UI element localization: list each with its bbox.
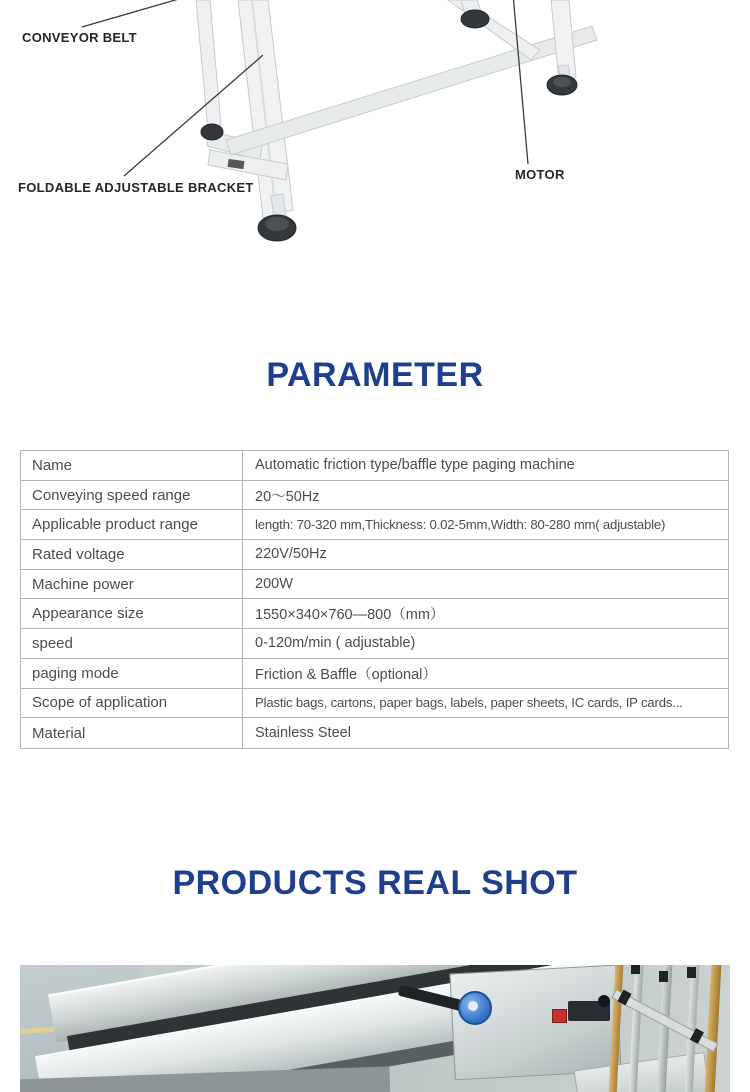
photo-roller-hub xyxy=(468,1001,478,1011)
photo-clamp xyxy=(659,971,668,982)
spec-label: Machine power xyxy=(21,570,243,599)
spec-value: Friction & Baffle（optional） xyxy=(255,666,437,683)
spec-table xyxy=(20,450,729,749)
spec-label: Name xyxy=(21,451,243,480)
spec-label: Applicable product range xyxy=(21,510,243,539)
spec-label: speed xyxy=(21,629,243,658)
photo-clamp xyxy=(687,967,696,978)
spec-label: Scope of application xyxy=(21,689,243,718)
photo-brass-rod xyxy=(704,965,722,1092)
spec-value: Automatic friction type/baffle type paging machine xyxy=(255,457,575,474)
machine-foot-highlight xyxy=(265,217,289,231)
photo-knob xyxy=(598,995,610,1007)
leader-line-conveyor-belt xyxy=(82,0,196,27)
table-row xyxy=(21,718,728,748)
photo-clamp xyxy=(631,965,640,974)
machine-crossbar xyxy=(448,0,540,60)
spec-value: 20～50Hz xyxy=(255,488,320,505)
table-row xyxy=(21,540,728,570)
table-row xyxy=(21,481,728,511)
spec-value: Stainless Steel xyxy=(255,725,351,742)
label-motor: MOTOR xyxy=(515,167,565,182)
photo-red-button xyxy=(552,1009,567,1023)
parameter-heading: PARAMETER xyxy=(266,356,484,394)
spec-value: 0-120m/min ( adjustable) xyxy=(255,635,416,652)
machine-illustration xyxy=(0,0,750,300)
label-conveyor-belt: CONVEYOR BELT xyxy=(22,30,137,45)
label-foldable-adjustable-bracket: FOLDABLE ADJUSTABLE BRACKET xyxy=(18,180,254,195)
machine-rail xyxy=(226,26,597,155)
spec-label: paging mode xyxy=(21,659,243,688)
spec-value: length: 70-320 mm,Thickness: 0.02-5mm,Width: 80-280 mm( adjustable) xyxy=(255,517,666,533)
table-row xyxy=(21,659,728,689)
spec-value: Plastic bags, cartons, paper bags, labels, paper sheets, IC cards, IP cards... xyxy=(255,695,683,711)
table-row xyxy=(21,510,728,540)
spec-value: 220V/50Hz xyxy=(255,546,327,563)
table-row xyxy=(21,570,728,600)
table-row xyxy=(21,599,728,629)
product-photo xyxy=(20,965,730,1092)
spec-value: 1550×340×760—800（mm） xyxy=(255,607,445,624)
spec-label: Material xyxy=(21,718,243,748)
table-row xyxy=(21,629,728,659)
table-row xyxy=(21,451,728,481)
spec-label: Rated voltage xyxy=(21,540,243,569)
machine-diagram xyxy=(0,0,750,300)
real-shot-heading: PRODUCTS REAL SHOT xyxy=(172,864,578,902)
spec-label: Conveying speed range xyxy=(21,481,243,510)
leader-line-motor xyxy=(513,0,528,164)
machine-foot-stem xyxy=(271,194,286,218)
machine-foot xyxy=(201,124,223,140)
machine-foot-highlight xyxy=(553,77,571,87)
machine-foot xyxy=(461,10,489,28)
table-row xyxy=(21,689,728,719)
spec-value: 200W xyxy=(255,576,293,593)
spec-label: Appearance size xyxy=(21,599,243,628)
